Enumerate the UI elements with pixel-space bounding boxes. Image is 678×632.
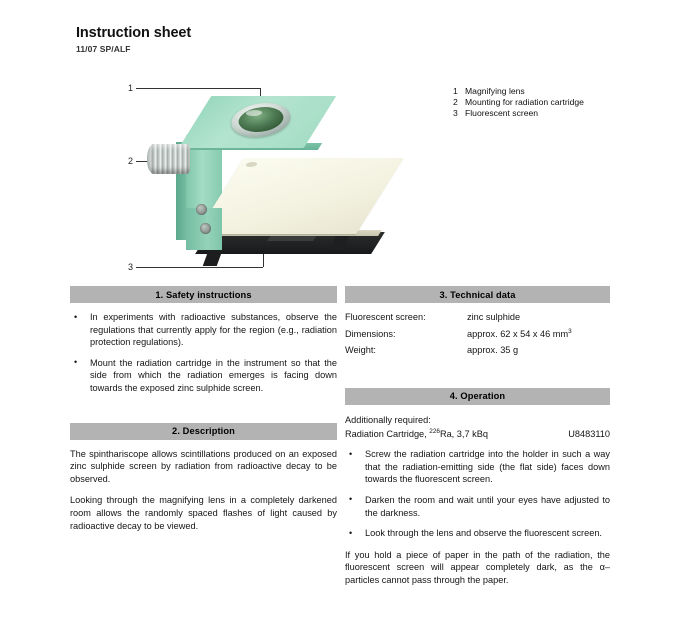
legend-item <box>453 108 613 119</box>
operation-bullet-list <box>345 448 610 540</box>
tech-value: approx. 35 g <box>467 345 519 355</box>
callout-number-3: 3 <box>128 262 134 272</box>
technical-data-table <box>345 311 610 361</box>
paragraph: The spinthariscope allows scintillations produced on an exposed zinc sulphide screen by radiation from radioactive decay to be observed. <box>70 448 337 484</box>
list-item: • In experiments with radioactive substances, observe the regulations that currently apply for the region (e.g., radiation protection regulations). <box>70 311 337 349</box>
document-revision: 11/07 SP/ALF <box>76 44 131 54</box>
table-row <box>345 311 610 328</box>
requirement-name <box>345 428 558 441</box>
requirement-line <box>345 428 610 441</box>
table-row <box>345 328 610 345</box>
legend-number: 1 <box>453 86 458 96</box>
section-body-safety <box>70 311 337 395</box>
tech-label: Fluorescent screen: <box>345 312 426 322</box>
tech-label: Dimensions: <box>345 328 396 339</box>
list-item: • Screw the radiation cartridge into the holder in such a way that the radiation-emitting side (the flat side) faces down towards the fluorescent screen. <box>345 448 610 486</box>
cartridge-mount-thread <box>150 144 190 174</box>
requirement-intro: Additionally required: <box>345 414 431 425</box>
section-heading-technical: 3. Technical data <box>345 286 610 303</box>
fluorescent-screen <box>196 158 403 234</box>
legend-number: 2 <box>453 97 458 108</box>
figure-legend <box>453 86 613 120</box>
page-title: Instruction sheet <box>76 25 192 41</box>
screw-upper <box>196 204 207 215</box>
safety-bullet-list <box>70 311 337 395</box>
table-row <box>345 344 610 361</box>
product-illustration <box>120 80 380 285</box>
right-column <box>345 286 610 587</box>
section-body-description <box>70 448 337 533</box>
tech-value-superscript: 3 <box>568 327 572 335</box>
section-body-operation <box>345 414 610 587</box>
legend-item <box>453 86 613 97</box>
legend-number: 3 <box>453 108 458 119</box>
section-heading-description: 2. Description <box>70 423 337 440</box>
list-item: • Mount the radiation cartridge in the instrument so that the side from which the radiation emerges is facing down towards the exposed zinc sulphide screen. <box>70 357 337 395</box>
tech-value-text: approx. 62 x 54 x 46 mm <box>467 328 569 339</box>
section-heading-safety: 1. Safety instructions <box>70 286 337 303</box>
closing-paragraph: If you hold a piece of paper in the path of the radiation, the fluorescent screen will appear completely dark, as the α–particles cannot pass through the paper. <box>345 549 610 585</box>
legend-label: Fluorescent screen <box>465 108 539 119</box>
section-heading-operation: 4. Operation <box>345 388 610 405</box>
list-item: • Darken the room and wait until your eyes have adjusted to the darkness. <box>345 494 610 519</box>
tech-value <box>467 328 610 345</box>
legend-item <box>453 97 613 108</box>
isotope-label: Ra, 3,7 kBq <box>439 428 488 439</box>
callout-line-3 <box>136 267 263 268</box>
legend-label: Magnifying lens <box>465 86 525 96</box>
order-number: U8483110 <box>568 428 610 439</box>
tech-label: Weight: <box>345 345 376 355</box>
legend-label: Mounting for radiation cartridge <box>465 97 584 108</box>
isotope-mass-number: 226 <box>429 427 440 435</box>
screw-lower <box>200 223 211 234</box>
left-column <box>70 286 337 532</box>
callout-line-1 <box>136 88 260 89</box>
requirement-name-text: Radiation Cartridge, <box>345 428 430 439</box>
callout-number-1: 1 <box>128 83 134 93</box>
list-item: • Look through the lens and observe the fluorescent screen. <box>345 527 610 540</box>
callout-number-2: 2 <box>128 156 134 166</box>
tech-value: zinc sulphide <box>467 312 521 322</box>
paragraph: Looking through the magnifying lens in a completely darkened room allows the randomly spaced flashes of light caused by radioactive decay to be viewed. <box>70 495 337 531</box>
